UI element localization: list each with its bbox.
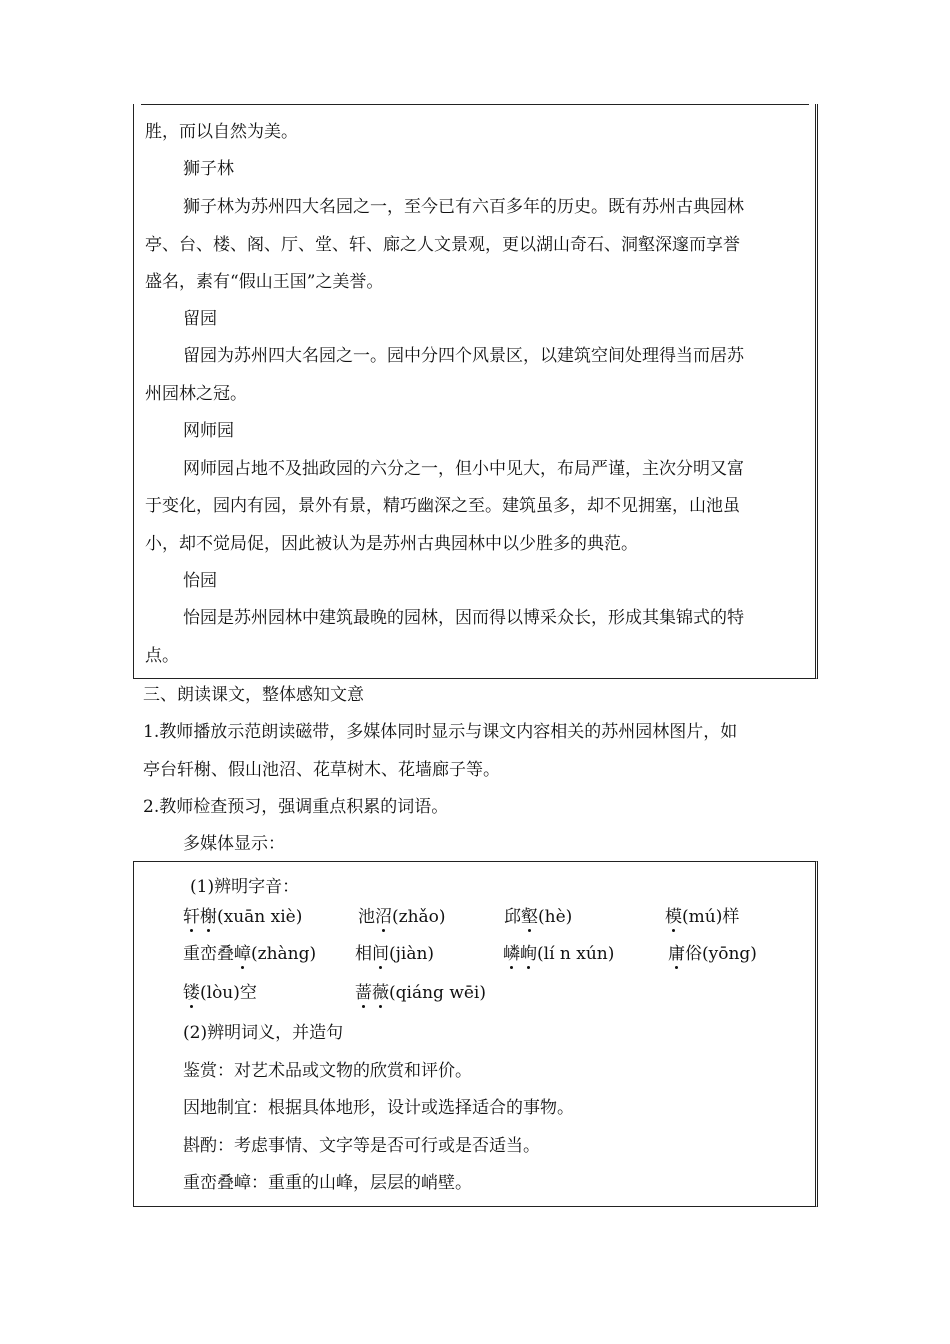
text-line: 留园为苏州四大名园之一。园中分四个风景区，以建筑空间处理得当而居苏 [183, 346, 744, 366]
heading-shizilin: 狮子林 [183, 159, 234, 179]
text-line: 怡园是苏州园林中建筑最晚的园林，因而得以博采众长，形成其集锦式的特 [183, 608, 744, 628]
pronunciation-title: (1)辨明字音： [190, 877, 300, 897]
pron-item-muyang [665, 906, 739, 928]
pron-item-linxun [503, 943, 614, 965]
pron-item-qiuhe [504, 906, 572, 928]
section-heading: 三、朗读课文，整体感知文意 [143, 685, 364, 705]
text-line: 亭、台、楼、阁、厅、堂、轩、廊之人文景观，更以湖山奇石、洞壑深邃而享誉 [145, 235, 740, 255]
char: 邱 [504, 907, 521, 927]
char: 模 [665, 907, 682, 927]
char: 轩 [183, 907, 200, 927]
pinyin: (qiáng wēi) [389, 983, 487, 1003]
char: 蔷 [355, 983, 372, 1003]
char: 壑 [521, 907, 538, 927]
pron-item-xiangjian [355, 943, 434, 965]
text-line: 州园林之冠。 [145, 384, 247, 404]
text-line: 点。 [145, 646, 179, 666]
heading-yiyuan: 怡园 [183, 571, 217, 591]
char: 峋 [520, 944, 537, 964]
char: 庸 [668, 944, 685, 964]
pron-item-chongluandiezhang [183, 943, 316, 965]
char: 相 [355, 944, 372, 964]
text-line: 狮子林为苏州四大名园之一，至今已有六百多年的历史。既有苏州古典园林 [183, 197, 744, 217]
text-line: 盛名，素有“假山王国”之美誉。 [145, 272, 384, 292]
text-line: 于变化，园内有园，景外有景，精巧幽深之至。建筑虽多，却不见拥塞，山池虽 [145, 496, 740, 516]
pinyin: (mú)样 [682, 907, 740, 927]
meaning-title: (2)辨明词义，并造句 [183, 1023, 344, 1043]
definition: 因地制宜：根据具体地形，设计或选择适合的事物。 [183, 1098, 574, 1118]
text-line: 多媒体显示： [183, 834, 285, 854]
char: 俗 [685, 944, 702, 964]
definition: 鉴赏：对艺术品或文物的欣赏和评价。 [183, 1061, 472, 1081]
text-line: 1.教师播放示范朗读磁带，多媒体同时显示与课文内容相关的苏州园林图片，如 [143, 722, 738, 742]
definition: 斟酌：考虑事情、文字等是否可行或是否适当。 [183, 1136, 540, 1156]
pinyin: (zhǎo) [392, 907, 446, 927]
pron-item-loukong [183, 982, 257, 1004]
pinyin: (lí n xún) [537, 944, 615, 964]
pinyin: (yōng) [702, 944, 757, 964]
heading-liuyuan: 留园 [183, 309, 217, 329]
pinyin: (xuān xiè) [217, 907, 303, 927]
char: 薇 [372, 983, 389, 1003]
char: 重峦叠 [183, 944, 234, 964]
char: 间 [372, 944, 389, 964]
pron-item-xuanxie [183, 906, 302, 928]
text-line: 胜，而以自然为美。 [145, 122, 298, 142]
char: 镂 [183, 983, 200, 1003]
pron-item-yongsu [668, 943, 757, 965]
pinyin: (jiàn) [389, 944, 435, 964]
char: 沼 [375, 907, 392, 927]
definition: 重峦叠嶂：重重的山峰，层层的峭壁。 [183, 1173, 472, 1193]
char: 嶂 [234, 944, 251, 964]
heading-wangshi: 网师园 [183, 421, 234, 441]
pron-item-chizhao [358, 906, 446, 928]
text-line: 2.教师检查预习，强调重点积累的词语。 [143, 797, 449, 817]
text-line: 小，却不觉局促，因此被认为是苏州古典园林中以少胜多的典范。 [145, 534, 638, 554]
text-line: 亭台轩榭、假山池沼、花草树木、花墙廊子等。 [143, 760, 500, 780]
pinyin: (zhàng) [251, 944, 317, 964]
char: 池 [358, 907, 375, 927]
pinyin: (hè) [538, 907, 573, 927]
pinyin: (lòu)空 [200, 983, 257, 1003]
text-line: 网师园占地不及拙政园的六分之一，但小中见大，布局严谨，主次分明又富 [183, 459, 744, 479]
char: 榭 [200, 907, 217, 927]
pron-item-qiangwei [355, 982, 486, 1004]
char: 嶙 [503, 944, 520, 964]
